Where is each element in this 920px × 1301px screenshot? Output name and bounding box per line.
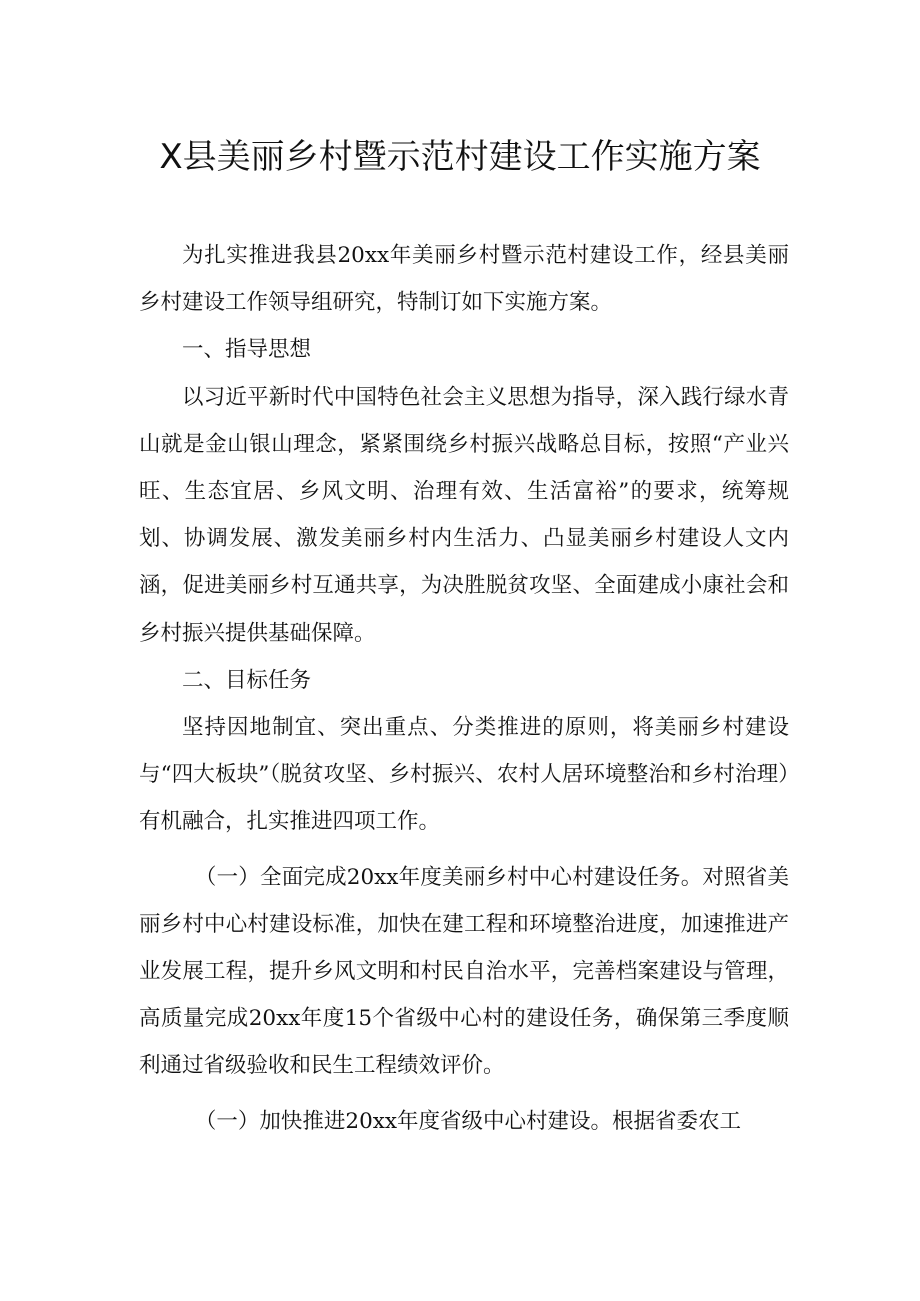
document-title: X县美丽乡村暨示范村建设工作实施方案 [159, 137, 761, 177]
task-one-sub-paragraph: （一）加快推进20xx年度省级中心村建设。根据省委农工 [194, 1108, 742, 1134]
guiding-ideology-paragraph: 以习近平新时代中国特色社会主义思想为指导，深入践行绿水青山就是金山银山理念，紧紧围绕乡村振兴战略总目标，按照“产业兴旺、生态宜居、乡风文明、治理有效、生活富裕”的要求，统筹规划、协调发展、激发美丽乡村内生活力、凸显美丽乡村建设人文内涵，促进美丽乡村互通共享，为决胜脱贫攻坚、全面建成小康社会和乡村振兴提供基础保障。 [139, 384, 789, 646]
section-heading-objectives: 二、目标任务 [182, 667, 312, 693]
document-body [139, 232, 789, 1145]
objectives-paragraph: 坚持因地制宜、突出重点、分类推进的原则，将美丽乡村建设与“四大板块”（脱贫攻坚、乡村振兴、农村人居环境整治和乡村治理）有机融合，扎实推进四项工作。 [139, 715, 789, 835]
section-heading-guiding-ideology: 一、指导思想 [182, 337, 312, 363]
task-one-paragraph: （一）全面完成20xx年度美丽乡村中心村建设任务。对照省美丽乡村中心村建设标准，加快在建工程和环境整治进度，加速推进产业发展工程，提升乡风文明和村民自治水平，完善档案建设与管理，高质量完成20xx年度15个省级中心村的建设任务，确保第三季度顺利通过省级验收和民生工程绩效评价。 [139, 864, 789, 1079]
intro-paragraph: 为扎实推进我县20xx年美丽乡村暨示范村建设工作，经县美丽乡村建设工作领导组研究，特制订如下实施方案。 [139, 243, 789, 316]
